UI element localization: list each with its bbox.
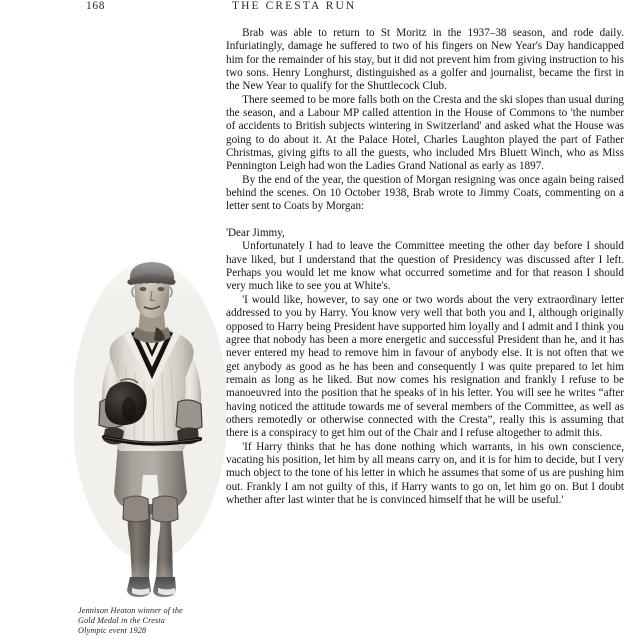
letter-paragraph: Unfortunately I had to leave the Committee meeting the other day before I should have liked, but I understand that the question of Presidency was discussed after I left. Perhaps you would let me know what occurred sometime and for that reason I should very much like to see you at White's. [226, 240, 624, 293]
caption-line: Jennison Heaton winner of the [78, 606, 183, 615]
letter-salutation: 'Dear Jimmy, [226, 227, 285, 240]
running-head-title: THE CRESTA RUN [232, 0, 357, 12]
caption-line: Olympic event 1928 [78, 626, 147, 636]
page-number: 168 [86, 0, 106, 12]
figure-caption [78, 606, 230, 637]
photograph-jennison-heaton [74, 261, 226, 601]
figure [74, 261, 226, 601]
caption-line: Gold Medal in the Cresta [78, 616, 165, 626]
body-paragraph: Brab was able to return to St Moritz in the 1937–38 season, and rode daily. Infuriatingly, damage he suffered to two of his fingers on New Year's Day handicapped him for the remainder of his stay, but it did not prevent him from giving instruction to his two sons. Henry Longhurst, distinguished as a golfer and journalist, became the first in the New Year to qualify for the Shuttlecock Club. [226, 27, 624, 93]
body-paragraph: There seemed to be more falls both on the Cresta and the ski slopes than usual during the season, and a Labour MP called attention in the House of Commons to 'the number of accidents to British subjects wintering in Switzerland' and asked what the House was going to do about it. At the Palace Hotel, Charles Laughton played the part of Father Christmas, giving gifts to all the guests, who included Mrs Bluett Winch, who as Miss Pennington Leigh had won the Ladies Grand National as early as 1897. [226, 93, 624, 173]
body-paragraph: By the end of the year, the question of Morgan resigning was once again being raised behind the scenes. On 10 October 1938, Brab wrote to Jimmy Coats, commenting on a letter sent to Coats by Morgan: [226, 173, 624, 213]
body-text-column [226, 27, 624, 507]
letter-paragraph: 'If Harry thinks that he has done nothing which warrants, in his own conscience, vacating his position, let him by all means carry on, and it is for him to decide, but I very much object to the tone of his letter in which he assumes that some of us are pushing him out. Frankly I am not guilty of this, if Harry wants to go on, let him go on. But I doubt whether after last winter that he is convinced himself that he will be useful.' [226, 440, 624, 506]
running-head [0, 0, 640, 18]
letter-paragraph: 'I would like, however, to say one or two words about the very extraordinary letter addressed to you by Harry. You know very well that both you and I, although originally opposed to Harry being President have supported him loyally and I admit and I think you agree that nobody has been a more energetic and successful President than he, and it has never entered my head to remove him in favour of anybody else. It is not often that we get anybody as good as he has been and consequently I was quite prepared to let him remain as long as he liked. But now comes his resignation and frankly I refuse to be manoeuvred into the position that he speaks of in his letter. You will see he writes “after having noticed the attitude towards me of several members of the Committee, as well as others remotedly or otherwise connected with the Cresta”, really this is assuming that there is a conspiracy to get him out of the Chair and I refuse altogether to admit this. [226, 293, 624, 440]
